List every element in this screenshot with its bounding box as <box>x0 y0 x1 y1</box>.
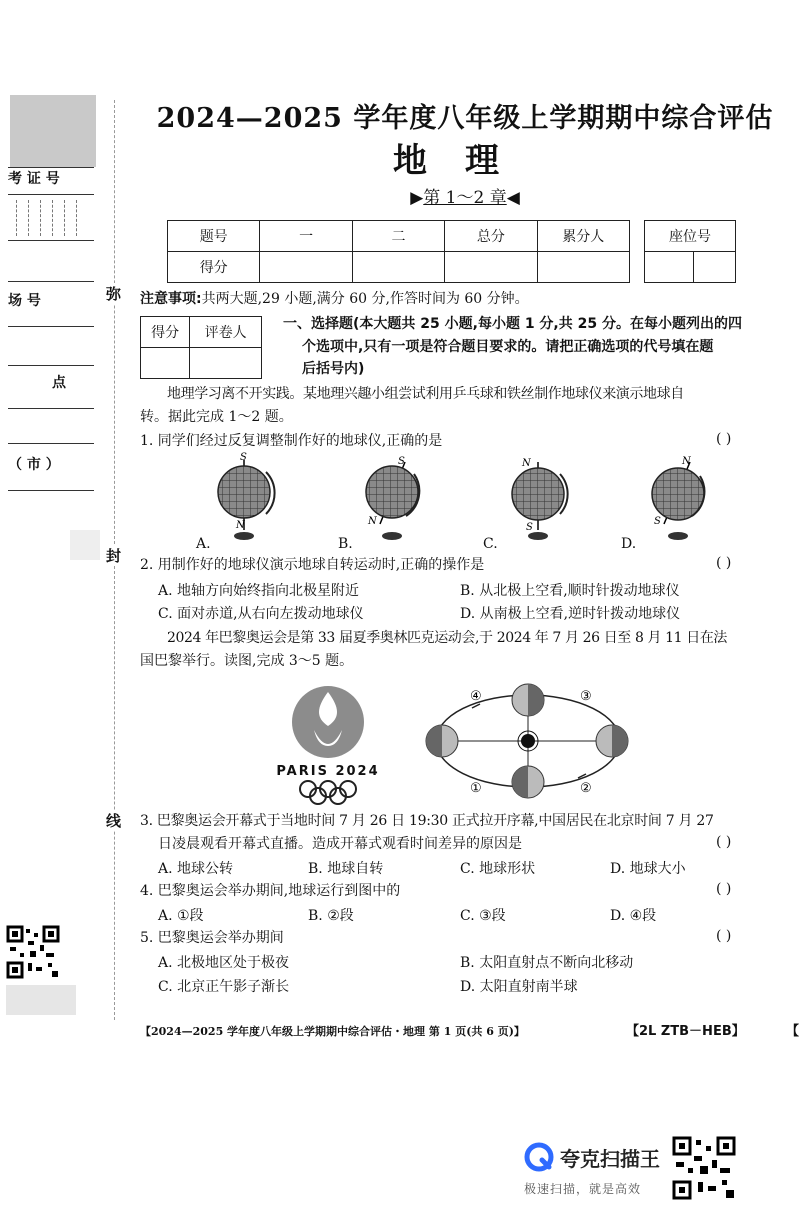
paper-code: 【2L ZTB－HEB】 <box>626 1024 745 1039</box>
option-b[interactable]: B. 太阳直射点不断向北移动 <box>460 955 634 971</box>
question-3-stem: 日凌晨观看开幕式直播。造成开幕式观看时间差异的原因是 <box>158 836 522 852</box>
grader-score-label: 得分 <box>141 317 190 348</box>
seat-cell[interactable] <box>645 252 694 283</box>
seat-cell[interactable] <box>694 252 736 283</box>
header-cell: 一 <box>260 221 352 252</box>
subject-title: 地理 <box>393 141 537 181</box>
globe-c <box>512 458 568 540</box>
globe-b <box>366 456 419 540</box>
exam-title: 2024—2025 学年度八年级上学期期中综合评估 <box>156 103 774 134</box>
blank-row <box>8 327 94 366</box>
seal-char: 封 <box>106 547 122 565</box>
earth-orbit-diagram <box>420 676 640 806</box>
score-cell[interactable] <box>537 252 629 283</box>
option-c[interactable]: C. 北京正午影子渐长 <box>158 979 290 995</box>
header-cell: 总分 <box>445 221 537 252</box>
option-a[interactable]: A. <box>196 536 211 552</box>
answer-paren[interactable]: ( ) <box>716 881 732 897</box>
svg-text:S: S <box>526 522 533 533</box>
svg-text:N: N <box>236 520 245 531</box>
label-exam-id: 考 证 号 <box>8 167 94 195</box>
globe-a <box>218 452 275 540</box>
grader-name-cell[interactable] <box>190 348 262 379</box>
svg-text:②: ② <box>580 781 592 796</box>
question-5-stem: 5. 巴黎奥运会举办期间 <box>140 930 284 946</box>
answer-paren[interactable]: ( ) <box>716 555 732 571</box>
question-3-stem: 3. 巴黎奥运会开幕式于当地时间 7 月 26 日 19:30 正式拉开序幕,中国居民在北京时间 7 月 27 <box>140 813 714 829</box>
header-cell: 累分人 <box>537 221 629 252</box>
svg-text:③: ③ <box>580 689 592 704</box>
score-row-label: 得分 <box>168 252 260 283</box>
section-heading: 个选项中,只有一项是符合题目要求的。请把正确选项的代号填在题 <box>302 339 714 355</box>
score-cell[interactable] <box>352 252 444 283</box>
option-b[interactable]: B. 地球自转 <box>308 861 384 877</box>
option-b[interactable]: B. <box>338 536 353 552</box>
seat-label: 座位号 <box>645 221 736 252</box>
exam-id-boxes <box>8 194 94 241</box>
svg-text:N: N <box>522 458 531 469</box>
svg-text:N: N <box>682 456 691 467</box>
answer-paren[interactable]: ( ) <box>716 834 732 850</box>
option-c[interactable]: C. 面对赤道,从右向左拨动地球仪 <box>158 606 364 622</box>
svg-text:N: N <box>368 516 377 527</box>
binding-strip <box>0 95 96 525</box>
globe-d <box>652 456 704 540</box>
sun-icon <box>521 734 535 748</box>
intro-text: 国巴黎举行。读图,完成 3～5 题。 <box>140 653 354 669</box>
blurred-label <box>6 985 76 1015</box>
intro-text: 2024 年巴黎奥运会是第 33 届夏季奥林匹克运动会,于 2024 年 7 月 26 日至 8 月 11 日在法 <box>167 630 728 646</box>
option-a[interactable]: A. ①段 <box>158 908 204 924</box>
edge-bracket: 【 <box>786 1024 799 1039</box>
question-2-stem: 2. 用制作好的地球仪演示地球自转运动时,正确的操作是 <box>140 557 485 573</box>
score-cell[interactable] <box>260 252 352 283</box>
question-1-stem: 1. 同学们经过反复调整制作好的地球仪,正确的是 <box>140 433 443 449</box>
notice: 注意事项:共两大题,29 小题,满分 60 分,作答时间为 60 分钟。 <box>140 291 529 307</box>
grader-box <box>140 316 262 379</box>
svg-text:S: S <box>240 452 247 463</box>
page-footer: 【2024—2025 学年度八年级上学期期中综合评估・地理 第 1 页(共 6 页)】 <box>140 1025 525 1038</box>
blank-row <box>8 409 94 444</box>
score-cell[interactable] <box>445 252 537 283</box>
svg-text:①: ① <box>470 781 482 796</box>
option-d[interactable]: D. <box>621 536 637 552</box>
option-b[interactable]: B. ②段 <box>308 908 354 924</box>
header-cell: 题号 <box>168 221 260 252</box>
section-heading: 一、选择题(本大题共 25 小题,每小题 1 分,共 25 分。在每小题列出的四 <box>283 316 742 332</box>
scanner-logo-icon <box>524 1142 554 1172</box>
svg-text:S: S <box>654 516 661 527</box>
section-heading: 后括号内) <box>302 361 365 377</box>
blank-row <box>8 241 94 282</box>
olympic-rings-icon <box>276 779 380 805</box>
grader-name-label: 评卷人 <box>190 317 262 348</box>
triangle-left-icon: ◀ <box>506 188 520 208</box>
option-d[interactable]: D. 地球大小 <box>610 861 686 877</box>
seal-char: 弥 <box>106 285 122 303</box>
answer-paren[interactable]: ( ) <box>716 431 732 447</box>
label-exam-point: 点 <box>8 366 94 409</box>
option-a[interactable]: A. 地轴方向始终指向北极星附近 <box>158 583 360 599</box>
scanner-slogan: 极速扫描，就是高效 <box>524 1182 642 1196</box>
option-c[interactable]: C. ③段 <box>460 908 506 924</box>
question-4-stem: 4. 巴黎奥运会举办期间,地球运行到图中的 <box>140 883 401 899</box>
option-c[interactable]: C. <box>483 536 498 552</box>
option-b[interactable]: B. 从北极上空看,顺时针拨动地球仪 <box>460 583 680 599</box>
scanner-brand: 夸克扫描王 <box>560 1147 660 1171</box>
strip-shade <box>10 95 96 167</box>
globe-options <box>180 452 740 552</box>
label-exam-room: 场 号 <box>8 282 94 327</box>
option-a[interactable]: A. 北极地区处于极夜 <box>158 955 290 971</box>
svg-text:④: ④ <box>470 689 482 704</box>
label-city: （ 市 ） <box>8 444 94 491</box>
seal-char: 线 <box>106 812 122 830</box>
intro-text: 转。据此完成 1～2 题。 <box>140 409 293 425</box>
answer-paren[interactable]: ( ) <box>716 928 732 944</box>
triangle-right-icon: ▶ <box>410 188 424 208</box>
option-d[interactable]: D. ④段 <box>610 908 657 924</box>
qr-code-left <box>6 925 60 979</box>
intro-text: 地理学习离不开实践。某地理兴趣小组尝试利用乒乓球和铁丝制作地球仪来演示地球自 <box>167 386 684 402</box>
grader-score-cell[interactable] <box>141 348 190 379</box>
option-c[interactable]: C. 地球形状 <box>460 861 536 877</box>
svg-text:S: S <box>398 456 405 467</box>
option-a[interactable]: A. 地球公转 <box>158 861 234 877</box>
seat-table <box>644 220 736 283</box>
scan-smudge <box>70 530 100 560</box>
paris-2024-logo: PARIS 2024 <box>276 682 380 804</box>
option-d[interactable]: D. 太阳直射南半球 <box>460 979 578 995</box>
header-cell: 二 <box>352 221 444 252</box>
qr-code-watermark[interactable] <box>672 1136 736 1200</box>
chapter-range: ▶第 1～2 章◀ <box>410 188 520 208</box>
option-d[interactable]: D. 从南极上空看,逆时针拨动地球仪 <box>460 606 681 622</box>
score-table <box>167 220 630 283</box>
